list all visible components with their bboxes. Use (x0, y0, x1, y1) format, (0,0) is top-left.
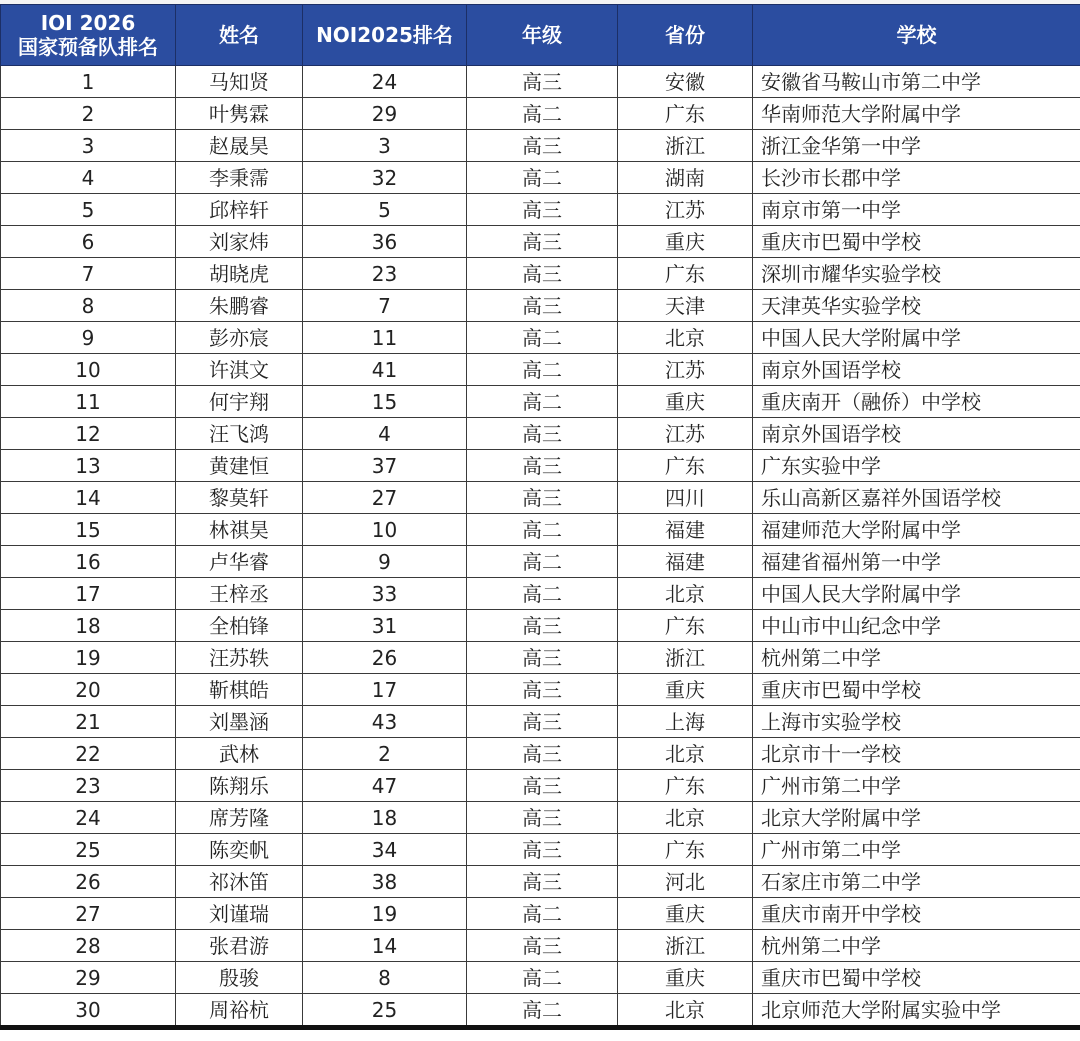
cell-rank: 12 (1, 418, 176, 450)
cell-province: 浙江 (618, 930, 753, 962)
cell-grade: 高三 (467, 66, 618, 98)
cell-noi-rank: 32 (303, 162, 467, 194)
cell-province: 重庆 (618, 674, 753, 706)
cell-school: 重庆市巴蜀中学校 (753, 962, 1080, 994)
header-rank (1, 5, 176, 66)
cell-noi-rank: 4 (303, 418, 467, 450)
cell-name: 马知贤 (176, 66, 303, 98)
cell-name: 武林 (176, 738, 303, 770)
cell-grade: 高三 (467, 130, 618, 162)
cell-school: 南京市第一中学 (753, 194, 1080, 226)
cell-grade: 高二 (467, 162, 618, 194)
cell-province: 四川 (618, 482, 753, 514)
table-row (1, 290, 1080, 322)
cell-name: 黄建恒 (176, 450, 303, 482)
table-row (1, 418, 1080, 450)
cell-rank: 15 (1, 514, 176, 546)
cell-school: 北京师范大学附属实验中学 (753, 994, 1080, 1028)
cell-province: 北京 (618, 578, 753, 610)
cell-noi-rank: 19 (303, 898, 467, 930)
header-rank-line2: 国家预备队排名 (18, 35, 158, 59)
table-row (1, 642, 1080, 674)
cell-grade: 高三 (467, 770, 618, 802)
cell-rank: 9 (1, 322, 176, 354)
cell-province: 浙江 (618, 642, 753, 674)
cell-province: 江苏 (618, 194, 753, 226)
cell-rank: 22 (1, 738, 176, 770)
cell-school: 上海市实验学校 (753, 706, 1080, 738)
cell-school: 北京市十一学校 (753, 738, 1080, 770)
cell-name: 彭亦宸 (176, 322, 303, 354)
cell-school: 华南师范大学附属中学 (753, 98, 1080, 130)
cell-name: 席芳隆 (176, 802, 303, 834)
cell-school: 重庆市巴蜀中学校 (753, 226, 1080, 258)
cell-school: 中国人民大学附属中学 (753, 322, 1080, 354)
cell-grade: 高二 (467, 322, 618, 354)
header-grade: 年级 (467, 5, 618, 66)
cell-school: 石家庄市第二中学 (753, 866, 1080, 898)
table-row (1, 322, 1080, 354)
cell-province: 湖南 (618, 162, 753, 194)
table-row (1, 610, 1080, 642)
cell-province: 北京 (618, 994, 753, 1028)
cell-grade: 高二 (467, 578, 618, 610)
cell-noi-rank: 27 (303, 482, 467, 514)
cell-school: 福建师范大学附属中学 (753, 514, 1080, 546)
cell-grade: 高三 (467, 418, 618, 450)
cell-name: 殷骏 (176, 962, 303, 994)
header-name: 姓名 (176, 5, 303, 66)
cell-province: 浙江 (618, 130, 753, 162)
cell-school: 广州市第二中学 (753, 770, 1080, 802)
cell-rank: 29 (1, 962, 176, 994)
table-row (1, 354, 1080, 386)
cell-name: 朱鹏睿 (176, 290, 303, 322)
table-row (1, 194, 1080, 226)
header-row (1, 5, 1080, 66)
header-province: 省份 (618, 5, 753, 66)
cell-school: 南京外国语学校 (753, 418, 1080, 450)
cell-province: 福建 (618, 514, 753, 546)
cell-province: 广东 (618, 258, 753, 290)
cell-school: 南京外国语学校 (753, 354, 1080, 386)
cell-rank: 17 (1, 578, 176, 610)
table-row (1, 706, 1080, 738)
cell-name: 祁沐笛 (176, 866, 303, 898)
table-row (1, 866, 1080, 898)
cell-province: 江苏 (618, 354, 753, 386)
cell-name: 汪苏轶 (176, 642, 303, 674)
cell-grade: 高三 (467, 482, 618, 514)
cell-grade: 高三 (467, 290, 618, 322)
cell-grade: 高二 (467, 386, 618, 418)
table-row (1, 98, 1080, 130)
table-row (1, 674, 1080, 706)
cell-noi-rank: 7 (303, 290, 467, 322)
cell-rank: 8 (1, 290, 176, 322)
cell-province: 重庆 (618, 226, 753, 258)
cell-grade: 高三 (467, 866, 618, 898)
cell-noi-rank: 5 (303, 194, 467, 226)
cell-name: 陈奕帆 (176, 834, 303, 866)
cell-grade: 高三 (467, 642, 618, 674)
cell-school: 杭州第二中学 (753, 642, 1080, 674)
header-noi-rank: NOI2025排名 (303, 5, 467, 66)
cell-rank: 7 (1, 258, 176, 290)
cell-rank: 4 (1, 162, 176, 194)
cell-name: 靳棋皓 (176, 674, 303, 706)
cell-school: 乐山高新区嘉祥外国语学校 (753, 482, 1080, 514)
table-row (1, 546, 1080, 578)
table-row (1, 162, 1080, 194)
cell-school: 中山市中山纪念中学 (753, 610, 1080, 642)
cell-noi-rank: 17 (303, 674, 467, 706)
cell-grade: 高二 (467, 994, 618, 1028)
cell-rank: 28 (1, 930, 176, 962)
cell-province: 重庆 (618, 386, 753, 418)
cell-school: 深圳市耀华实验学校 (753, 258, 1080, 290)
cell-grade: 高三 (467, 610, 618, 642)
cell-province: 广东 (618, 98, 753, 130)
cell-noi-rank: 23 (303, 258, 467, 290)
table-row (1, 386, 1080, 418)
cell-name: 王梓丞 (176, 578, 303, 610)
cell-name: 赵晟昊 (176, 130, 303, 162)
cell-school: 重庆南开（融侨）中学校 (753, 386, 1080, 418)
cell-rank: 26 (1, 866, 176, 898)
cell-noi-rank: 31 (303, 610, 467, 642)
cell-province: 安徽 (618, 66, 753, 98)
cell-name: 林祺昊 (176, 514, 303, 546)
cell-noi-rank: 9 (303, 546, 467, 578)
cell-school: 安徽省马鞍山市第二中学 (753, 66, 1080, 98)
cell-grade: 高三 (467, 194, 618, 226)
cell-rank: 16 (1, 546, 176, 578)
cell-province: 广东 (618, 834, 753, 866)
cell-noi-rank: 14 (303, 930, 467, 962)
cell-grade: 高三 (467, 834, 618, 866)
table-row (1, 482, 1080, 514)
cell-noi-rank: 34 (303, 834, 467, 866)
cell-school: 长沙市长郡中学 (753, 162, 1080, 194)
cell-name: 陈翔乐 (176, 770, 303, 802)
cell-name: 全柏锋 (176, 610, 303, 642)
cell-grade: 高二 (467, 98, 618, 130)
cell-rank: 27 (1, 898, 176, 930)
cell-rank: 25 (1, 834, 176, 866)
cell-noi-rank: 36 (303, 226, 467, 258)
cell-name: 张君游 (176, 930, 303, 962)
cell-school: 北京大学附属中学 (753, 802, 1080, 834)
cell-grade: 高三 (467, 930, 618, 962)
cell-name: 汪飞鸿 (176, 418, 303, 450)
cell-rank: 11 (1, 386, 176, 418)
cell-rank: 18 (1, 610, 176, 642)
cell-noi-rank: 15 (303, 386, 467, 418)
table-row (1, 834, 1080, 866)
table-row (1, 930, 1080, 962)
table-row (1, 994, 1080, 1028)
cell-rank: 1 (1, 66, 176, 98)
cell-province: 重庆 (618, 898, 753, 930)
cell-noi-rank: 3 (303, 130, 467, 162)
cell-name: 周裕杭 (176, 994, 303, 1028)
cell-noi-rank: 2 (303, 738, 467, 770)
cell-name: 李秉霈 (176, 162, 303, 194)
cell-province: 天津 (618, 290, 753, 322)
cell-province: 河北 (618, 866, 753, 898)
table-row (1, 898, 1080, 930)
cell-rank: 13 (1, 450, 176, 482)
cell-province: 重庆 (618, 962, 753, 994)
cell-name: 卢华睿 (176, 546, 303, 578)
cell-rank: 30 (1, 994, 176, 1028)
ioi-reserve-team-table (0, 4, 1080, 1030)
cell-noi-rank: 37 (303, 450, 467, 482)
cell-name: 何宇翔 (176, 386, 303, 418)
cell-noi-rank: 11 (303, 322, 467, 354)
cell-noi-rank: 10 (303, 514, 467, 546)
cell-noi-rank: 38 (303, 866, 467, 898)
cell-province: 上海 (618, 706, 753, 738)
cell-grade: 高三 (467, 802, 618, 834)
table-body (1, 66, 1080, 1028)
cell-grade: 高三 (467, 450, 618, 482)
cell-province: 北京 (618, 322, 753, 354)
cell-noi-rank: 43 (303, 706, 467, 738)
cell-rank: 3 (1, 130, 176, 162)
cell-name: 胡晓虎 (176, 258, 303, 290)
cell-school: 杭州第二中学 (753, 930, 1080, 962)
cell-noi-rank: 41 (303, 354, 467, 386)
cell-grade: 高二 (467, 514, 618, 546)
header-rank-line1: IOI 2026 (40, 11, 136, 35)
cell-name: 刘谨瑞 (176, 898, 303, 930)
table-row (1, 962, 1080, 994)
cell-school: 广州市第二中学 (753, 834, 1080, 866)
cell-noi-rank: 26 (303, 642, 467, 674)
cell-province: 广东 (618, 770, 753, 802)
cell-noi-rank: 47 (303, 770, 467, 802)
cell-school: 福建省福州第一中学 (753, 546, 1080, 578)
table-row (1, 450, 1080, 482)
cell-rank: 21 (1, 706, 176, 738)
cell-noi-rank: 24 (303, 66, 467, 98)
cell-name: 邱梓轩 (176, 194, 303, 226)
cell-province: 广东 (618, 450, 753, 482)
table-row (1, 578, 1080, 610)
header-school: 学校 (753, 5, 1080, 66)
cell-name: 刘墨涵 (176, 706, 303, 738)
cell-grade: 高三 (467, 226, 618, 258)
cell-rank: 10 (1, 354, 176, 386)
cell-school: 广东实验中学 (753, 450, 1080, 482)
cell-noi-rank: 8 (303, 962, 467, 994)
cell-name: 黎莫轩 (176, 482, 303, 514)
cell-rank: 2 (1, 98, 176, 130)
cell-name: 叶隽霖 (176, 98, 303, 130)
cell-school: 重庆市巴蜀中学校 (753, 674, 1080, 706)
cell-rank: 5 (1, 194, 176, 226)
cell-noi-rank: 33 (303, 578, 467, 610)
cell-rank: 14 (1, 482, 176, 514)
cell-province: 江苏 (618, 418, 753, 450)
cell-rank: 20 (1, 674, 176, 706)
cell-grade: 高二 (467, 354, 618, 386)
cell-school: 中国人民大学附属中学 (753, 578, 1080, 610)
cell-province: 北京 (618, 802, 753, 834)
cell-name: 刘家炜 (176, 226, 303, 258)
cell-school: 天津英华实验学校 (753, 290, 1080, 322)
table-row (1, 258, 1080, 290)
cell-grade: 高二 (467, 962, 618, 994)
cell-name: 许淇文 (176, 354, 303, 386)
cell-grade: 高三 (467, 706, 618, 738)
table-row (1, 226, 1080, 258)
cell-grade: 高二 (467, 546, 618, 578)
table-row (1, 738, 1080, 770)
cell-province: 广东 (618, 610, 753, 642)
cell-rank: 23 (1, 770, 176, 802)
cell-province: 北京 (618, 738, 753, 770)
table-row (1, 514, 1080, 546)
cell-school: 浙江金华第一中学 (753, 130, 1080, 162)
cell-noi-rank: 18 (303, 802, 467, 834)
cell-grade: 高三 (467, 738, 618, 770)
table-row (1, 802, 1080, 834)
cell-rank: 19 (1, 642, 176, 674)
cell-province: 福建 (618, 546, 753, 578)
cell-rank: 24 (1, 802, 176, 834)
cell-noi-rank: 25 (303, 994, 467, 1028)
table-row (1, 770, 1080, 802)
cell-grade: 高三 (467, 258, 618, 290)
cell-school: 重庆市南开中学校 (753, 898, 1080, 930)
cell-grade: 高二 (467, 898, 618, 930)
cell-rank: 6 (1, 226, 176, 258)
table-row (1, 66, 1080, 98)
table-row (1, 130, 1080, 162)
cell-noi-rank: 29 (303, 98, 467, 130)
cell-grade: 高三 (467, 674, 618, 706)
